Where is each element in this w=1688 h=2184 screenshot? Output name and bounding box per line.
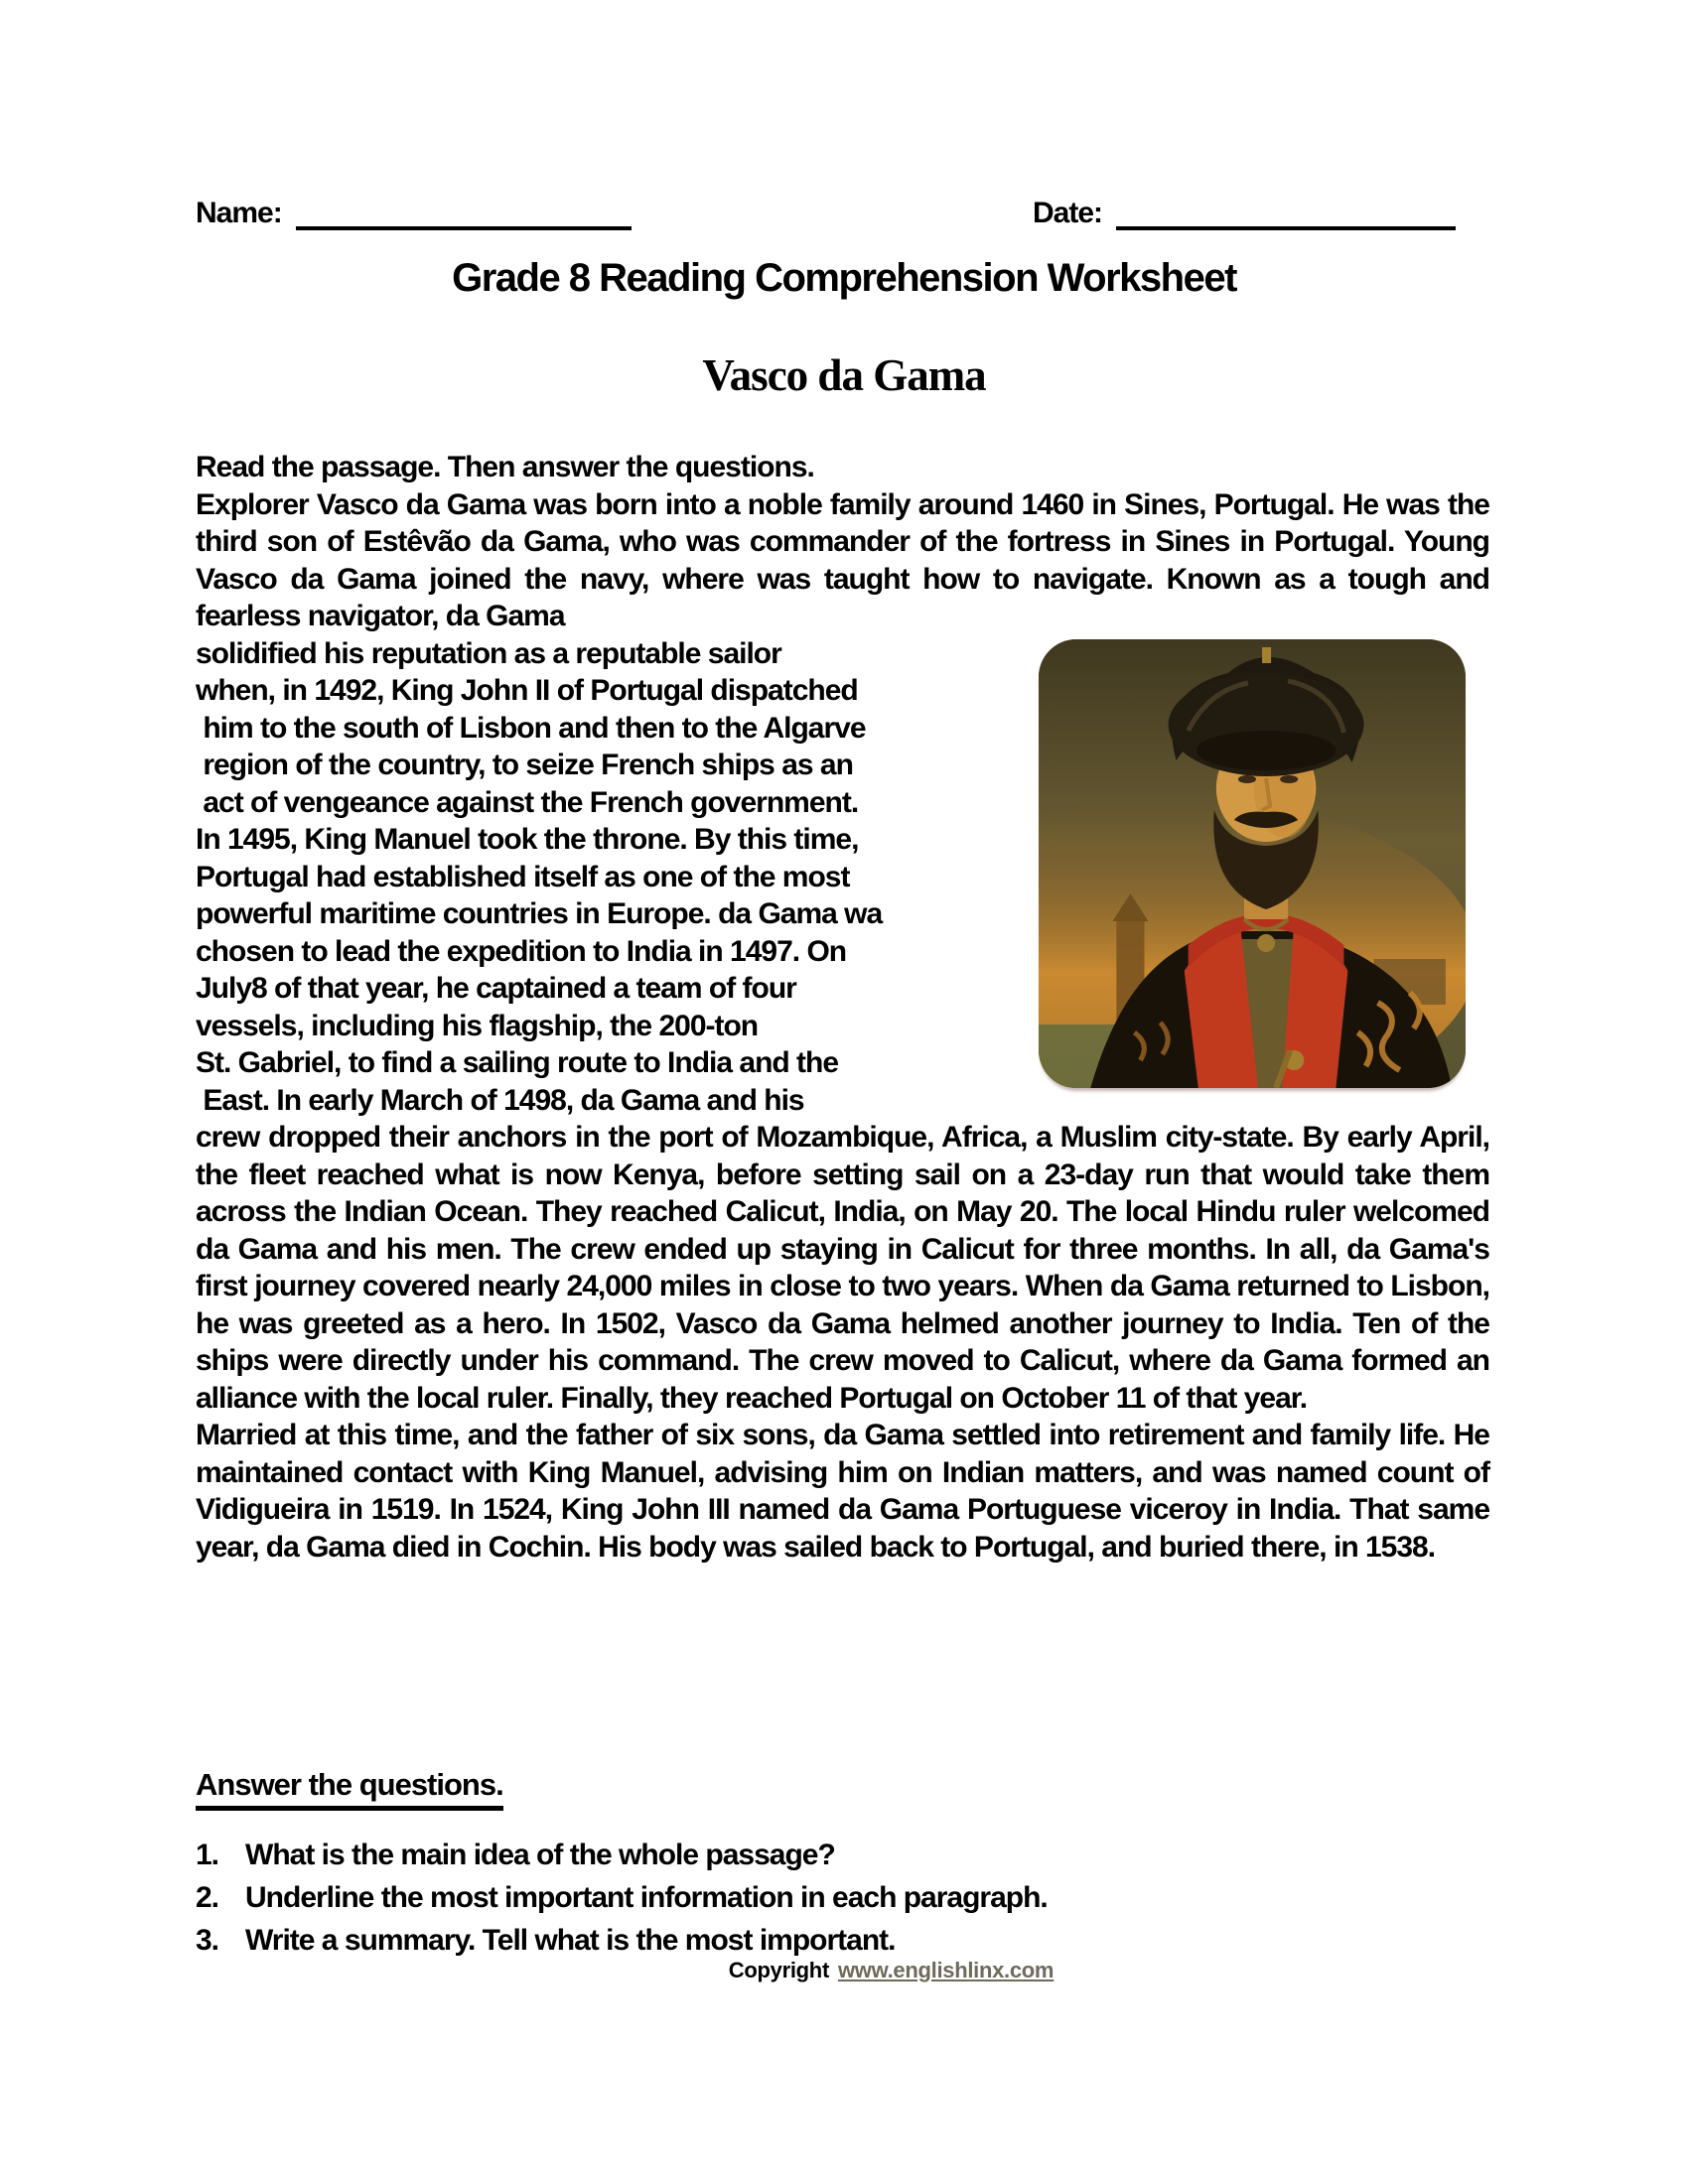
passage-wrapped-line: region of the country, to seize French ships as an (196, 749, 853, 781)
passage-wrapped-line: July8 of that year, he captained a team of four (196, 972, 796, 1005)
questions-section (196, 1767, 1489, 1965)
passage-wrapped-line: chosen to lead the expedition to India in 1497. On (196, 934, 847, 968)
question-text: Underline the most important information in each paragraph. (245, 1881, 1048, 1914)
worksheet-title: Grade 8 Reading Comprehension Worksheet (452, 256, 1236, 300)
name-field (196, 189, 632, 230)
name-label: Name: (196, 197, 282, 229)
passage-wrapped-line: St. Gabriel, to find a sailing route to India and the (196, 1046, 839, 1079)
question-item (196, 1837, 1489, 1874)
copyright-link[interactable]: www.englishlinx.com (837, 1958, 1055, 1982)
copyright-label: Copyright (728, 1958, 829, 1982)
passage-paragraph-2: crew dropped their anchors in the port of Mozambique, Africa, a Muslim city-state. By early April, the fleet reached what is now Kenya, before setting sail on a 23-day run that would take them across the Indian Ocean. They reached Calicut, India, on May 20. The local Hindu ruler welcomed da Gama and his men. The crew ended up staying in Calicut for three months. In all, da Gama's first journey covered nearly 24,000 miles in close to two years. When da Gama returned to Lisbon, he was greeted as a hero. In 1502, Vasco da Gama helmed another journey to India. Ten of the ships were directly under his command. The crew moved to Calicut, where da Gama formed an alliance with the local ruler. Finally, they reached Portugal on October 11 of that year. (196, 1121, 1489, 1415)
name-blank-line[interactable] (296, 189, 632, 230)
answer-the-questions-heading: Answer the questions. (196, 1767, 503, 1811)
question-number: 2. (196, 1881, 219, 1914)
passage-instruction: Read the passage. Then answer the questions. (196, 451, 814, 483)
passage-wrapped-line: Portugal had established itself as one of the most (196, 860, 850, 893)
question-number: 3. (196, 1924, 219, 1957)
reading-passage (196, 449, 1489, 1566)
passage-wrapped-line: powerful maritime countries in Europe. da Gama wa (196, 897, 883, 930)
passage-wrapped-line: East. In early March of 1498, da Gama and his (196, 1083, 804, 1117)
question-item (196, 1879, 1489, 1917)
passage-wrapped-line: act of vengeance against the French government. (196, 785, 859, 819)
date-blank-line[interactable] (1116, 189, 1456, 230)
copyright-footer (0, 1958, 1688, 1983)
passage-paragraph-3: Married at this time, and the father of six sons, da Gama settled into retirement and family life. He maintained contact with King Manuel, advising him on Indian matters, and was named count of Vidigueira in 1519. In 1524, King John III named da Gama Portuguese viceroy in India. That same year, da Gama died in Cochin. His body was sailed back to Portugal, and buried there, in 1538. (196, 1419, 1489, 1564)
date-field (1033, 189, 1456, 230)
question-text: What is the main idea of the whole passage? (245, 1839, 835, 1871)
passage-wrapped-line: In 1495, King Manuel took the throne. By this time, (196, 823, 859, 856)
portrait-painting-graphic (1039, 639, 1466, 1088)
question-item (196, 1922, 1489, 1960)
vasco-da-gama-portrait-image (1039, 639, 1466, 1088)
passage-paragraph-1: Explorer Vasco da Gama was born into a noble family around 1460 in Sines, Portugal. He was the third son of Estêvão da Gama, who was commander of the fortress in Sines in Portugal. Young Vasco da Gama joined the navy, where was taught how to navigate. Known as a tough and fearless navigator, da Gama (196, 487, 1489, 632)
date-label: Date: (1033, 197, 1103, 229)
passage-wrapped-line: vessels, including his flagship, the 200-ton (196, 1009, 759, 1042)
passage-title: Vasco da Gama (702, 350, 986, 400)
question-number: 1. (196, 1839, 219, 1871)
passage-wrapped-line: when, in 1492, King John II of Portugal dispatched (196, 674, 858, 707)
passage-wrapped-line: him to the south of Lisbon and then to the Algarve (196, 711, 866, 745)
passage-wrapped-line: solidified his reputation as a reputable sailor (196, 636, 781, 670)
question-text: Write a summary. Tell what is the most important. (245, 1924, 896, 1957)
